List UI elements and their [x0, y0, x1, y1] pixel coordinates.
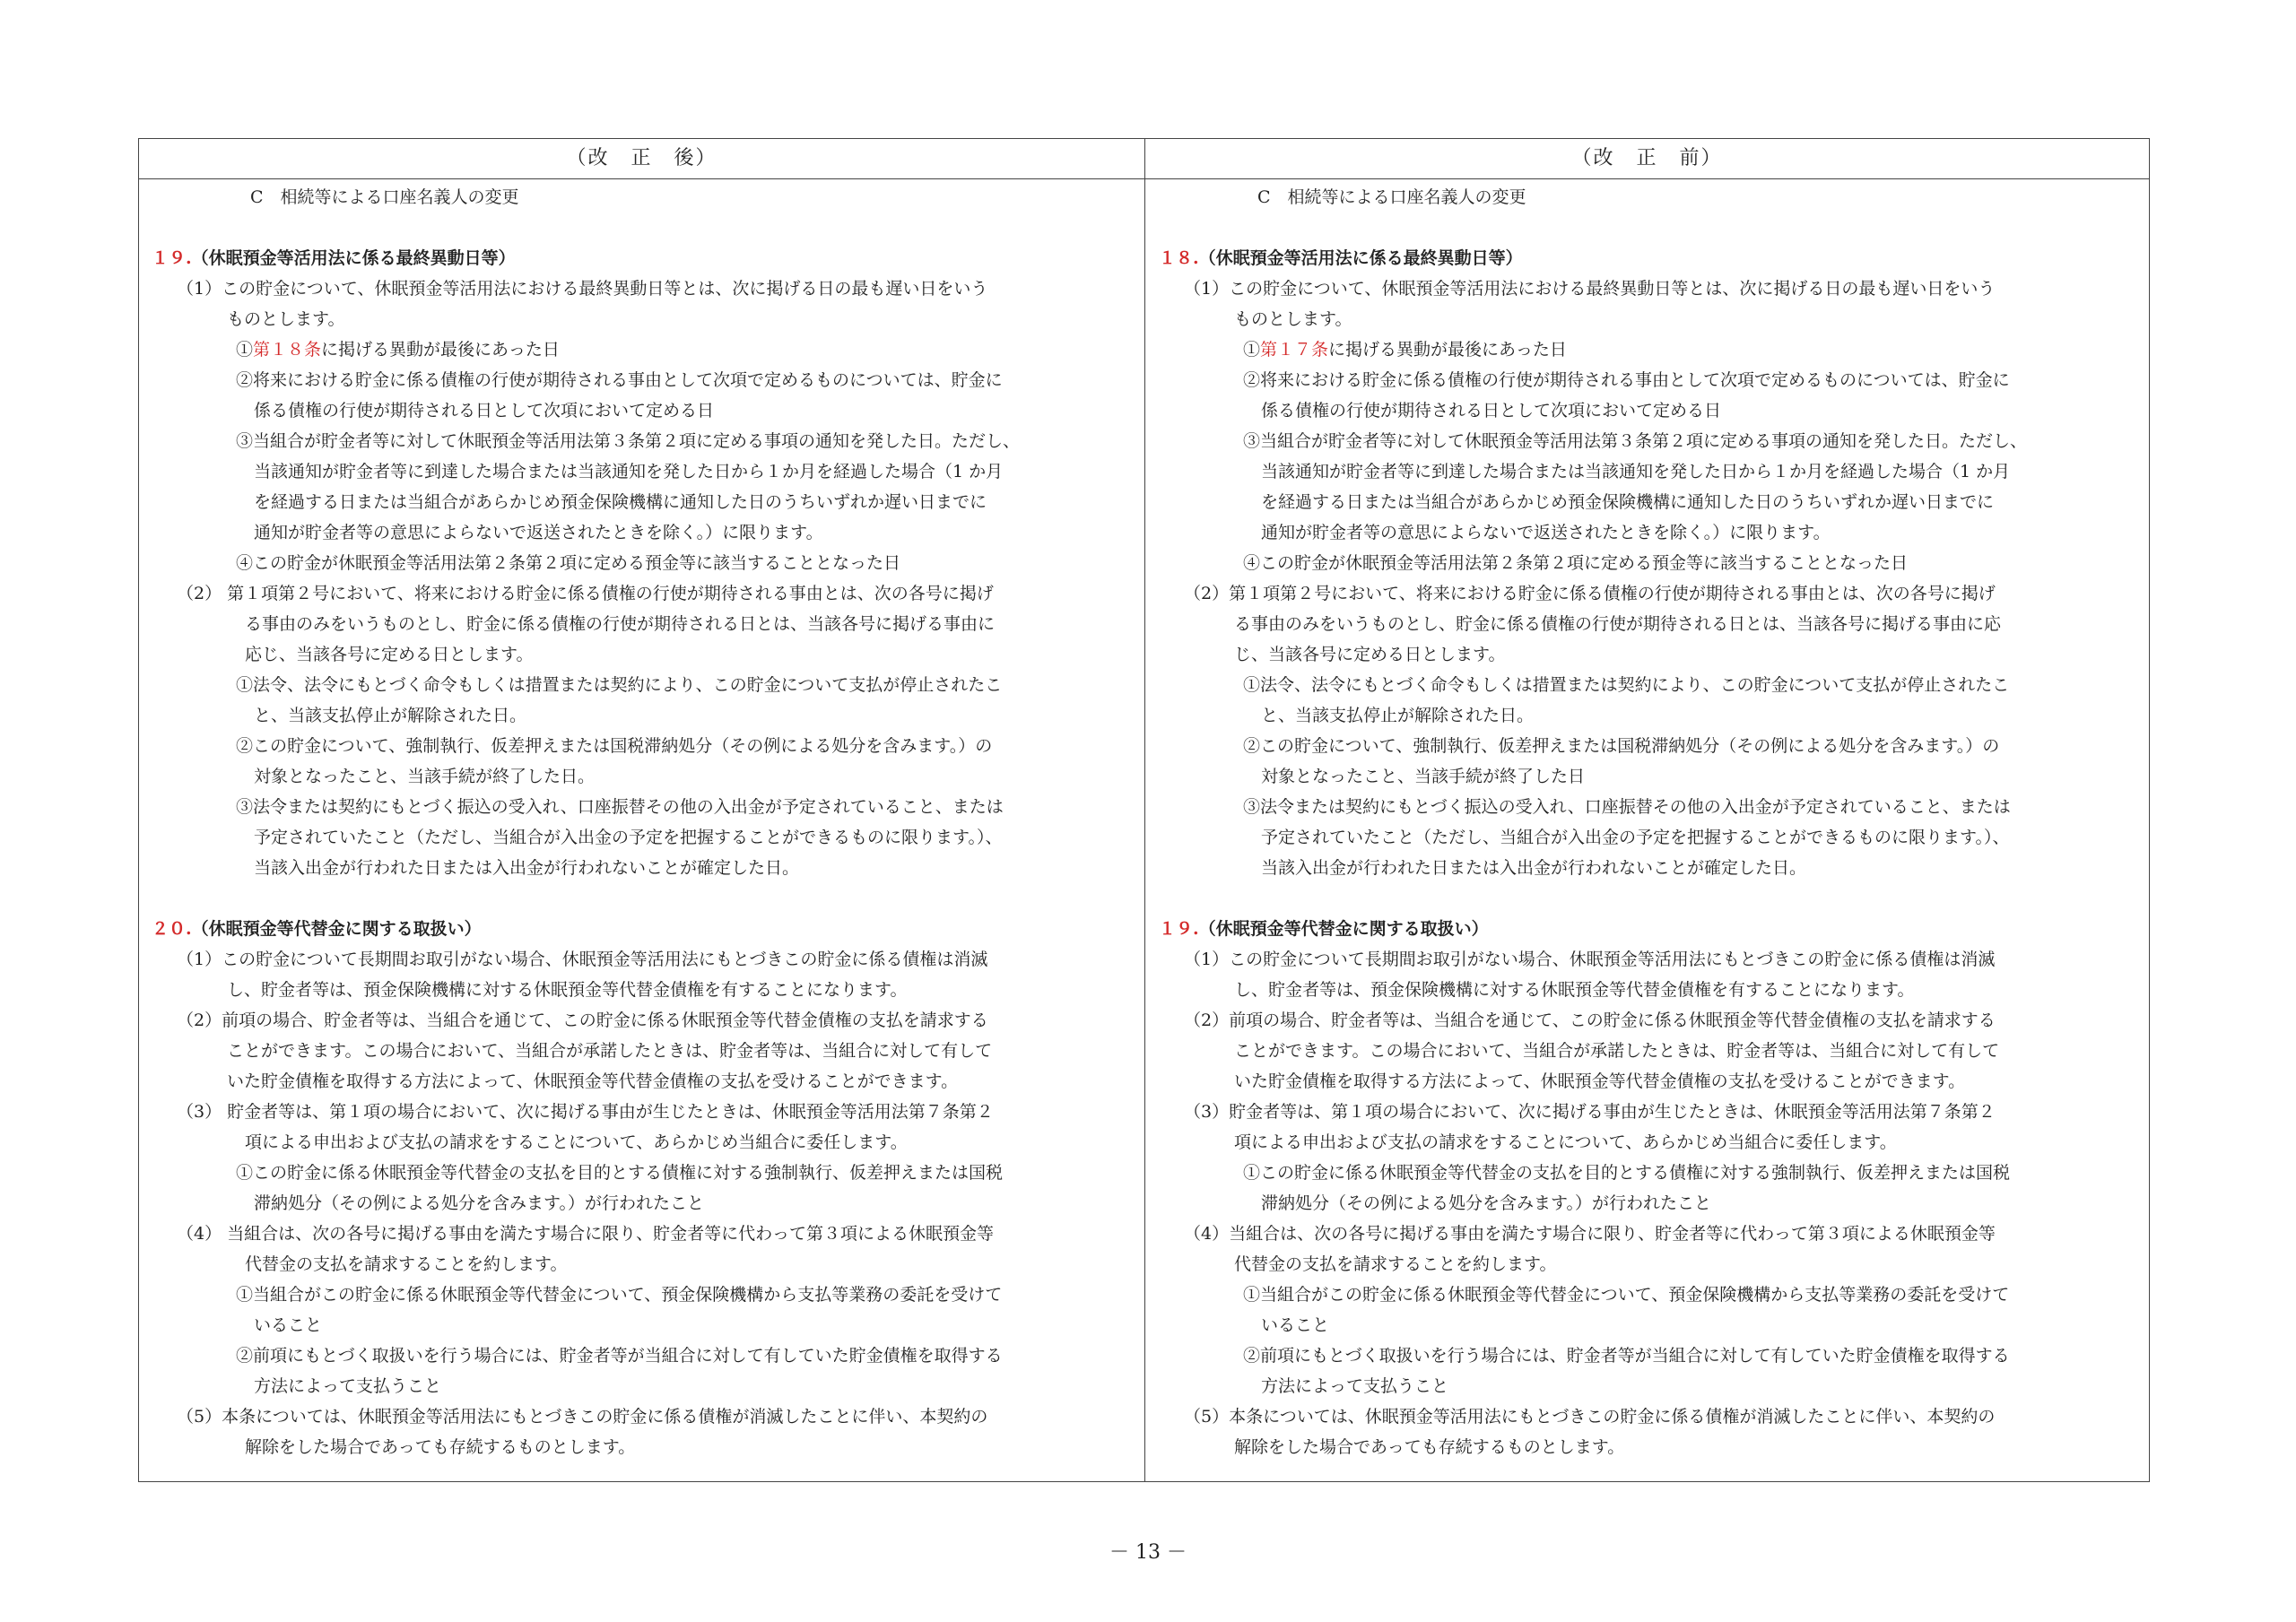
text-line — [1150, 975, 2136, 1005]
text-line — [143, 1219, 1129, 1249]
line-text: し、貯金者等は、預金保険機構に対する休眠預金等代替金債権を有することになります。 — [1234, 980, 1915, 1000]
text-line — [143, 1066, 1129, 1097]
revised-reference: １８. — [1159, 248, 1199, 268]
line-text: （4）当組合は、次の各号に掲げる事由を満たす場合に限り、貯金者等に代わって第３項による休眠預金等 — [1184, 1224, 1996, 1244]
line-text: を経過する日または当組合があらかじめ預金保険機構に通知した日のうちいずれか遅い日までに — [1261, 492, 1995, 512]
line-text: 項による申出および支払の請求をすることについて、あらかじめ当組合に委任します。 — [1234, 1132, 1897, 1152]
line-text: ③当組合が貯金者等に対して休眠預金等活用法第３条第２項に定める事項の通知を発した日。ただし、 — [1243, 431, 2028, 451]
text-line — [1150, 426, 2136, 456]
line-text: と、当該支払停止が解除された日。 — [254, 706, 527, 725]
line-text: （休眠預金等代替金に関する取扱い） — [191, 919, 482, 939]
line-text: ①当組合がこの貯金に係る休眠預金等代替金について、預金保険機構から支払等業務の委託を受けて — [236, 1285, 1003, 1305]
line-text: る事由のみをいうものとし、貯金に係る債権の行使が期待される日とは、当該各号に掲げる事由に — [245, 614, 996, 634]
revised-reference: 第１８条 — [253, 340, 322, 360]
text-line — [143, 395, 1129, 426]
text-line — [143, 365, 1129, 395]
line-text: を経過する日または当組合があらかじめ預金保険機構に通知した日のうちいずれか遅い日までに — [254, 492, 987, 512]
line-text: ③法令または契約にもとづく振込の受入れ、口座振替その他の入出金が予定されていること、または — [236, 797, 1004, 817]
line-text: （5）本条については、休眠預金等活用法にもとづきこの貯金に係る債権が消滅したことに伴い、本契約の — [1184, 1407, 1996, 1427]
line-text: いること — [1261, 1315, 1330, 1335]
line-text: （2）第１項第２号において、将来における貯金に係る債権の行使が期待される事由とは、次の各号に掲げ — [1184, 584, 1996, 603]
text-line — [143, 1310, 1129, 1340]
revised-reference: 第１７条 — [1260, 340, 1329, 360]
text-line — [1150, 1005, 2136, 1036]
text-line — [143, 1401, 1129, 1432]
line-text: と、当該支払停止が解除された日。 — [1261, 706, 1535, 725]
line-text: ③当組合が貯金者等に対して休眠預金等活用法第３条第２項に定める事項の通知を発した日。ただし、 — [236, 431, 1021, 451]
text-line — [143, 822, 1129, 853]
item-marker: ① — [1243, 340, 1261, 360]
line-text: （3） 貯金者等は、第１項の場合において、次に掲げる事由が生じたときは、休眠預金等活用法第７条第２ — [177, 1102, 994, 1122]
line-text: ④この貯金が休眠預金等活用法第２条第２項に定める預金等に該当することとなった日 — [236, 553, 901, 573]
line-text: C 相続等による口座名義人の変更 — [250, 187, 519, 207]
text-line — [1150, 395, 2136, 426]
line-text: 方法によって支払うこと — [254, 1376, 442, 1396]
text-line — [1150, 1066, 2136, 1097]
line-text: ④この貯金が休眠預金等活用法第２条第２項に定める預金等に該当することとなった日 — [1243, 553, 1909, 573]
line-text: 当該通知が貯金者等に到達した場合または当該通知を発した日から１か月を経過した場合（1 か月 — [254, 462, 1004, 481]
line-text: （1）この貯金について長期間お取引がない場合、休眠預金等活用法にもとづきこの貯金に係る債権は消滅 — [177, 950, 988, 969]
line-text: 予定されていたこと（ただし、当組合が入出金の予定を把握することができるものに限ります。）、 — [254, 828, 1003, 847]
text-line — [1150, 1310, 2136, 1340]
revised-reference: １９. — [152, 248, 192, 268]
line-text: C 相続等による口座名義人の変更 — [1257, 187, 1526, 207]
line-text: ①法令、法令にもとづく命令もしくは措置または契約により、この貯金について支払が停止されたこ — [236, 675, 1003, 695]
text-line — [1150, 1432, 2136, 1462]
revised-reference: ２０. — [152, 919, 192, 939]
line-text: （1）この貯金について、休眠預金等活用法における最終異動日等とは、次に掲げる日の最も遅い日をいう — [177, 279, 988, 299]
section-heading — [143, 914, 1129, 944]
column-before-revision — [1150, 182, 2136, 1462]
section-heading — [1150, 914, 2136, 944]
text-line — [1150, 487, 2136, 517]
blank-line — [1150, 213, 2136, 243]
line-text: ことができます。この場合において、当組合が承諾したときは、貯金者等は、当組合に対して有して — [1234, 1041, 2000, 1061]
column-divider — [1144, 139, 1145, 1481]
text-line — [1150, 334, 2136, 365]
text-line — [1150, 1219, 2136, 1249]
line-text: いた貯金債権を取得する方法によって、休眠預金等代替金債権の支払を受けることができます。 — [227, 1071, 959, 1091]
line-text: （5）本条については、休眠預金等活用法にもとづきこの貯金に係る債権が消滅したことに伴い、本契約の — [177, 1407, 988, 1427]
comparison-table — [138, 138, 2150, 1482]
text-line — [143, 456, 1129, 487]
line-text: いること — [254, 1315, 323, 1335]
line-text: （3）貯金者等は、第１項の場合において、次に掲げる事由が生じたときは、休眠預金等活用法第７条第２ — [1184, 1102, 1996, 1122]
line-text: ①当組合がこの貯金に係る休眠預金等代替金について、預金保険機構から支払等業務の委託を受けて — [1243, 1285, 2010, 1305]
text-line — [143, 548, 1129, 578]
text-line — [143, 487, 1129, 517]
text-line — [1150, 853, 2136, 883]
text-line — [143, 975, 1129, 1005]
line-text: ②前項にもとづく取扱いを行う場合には、貯金者等が当組合に対して有していた貯金債権を取得する — [1243, 1346, 2010, 1366]
item-marker: ① — [236, 340, 254, 360]
text-line — [143, 609, 1129, 639]
text-line — [143, 944, 1129, 975]
line-text: ことができます。この場合において、当組合が承諾したときは、貯金者等は、当組合に対して有して — [227, 1041, 993, 1061]
blank-line — [1150, 883, 2136, 914]
text-line — [143, 1188, 1129, 1219]
line-text: し、貯金者等は、預金保険機構に対する休眠預金等代替金債権を有することになります。 — [227, 980, 908, 1000]
line-text: （休眠預金等活用法に係る最終異動日等） — [191, 248, 516, 268]
line-text: 代替金の支払を請求することを約します。 — [1234, 1254, 1557, 1274]
text-line — [1150, 304, 2136, 334]
column-after-revision — [143, 182, 1129, 1462]
line-text: 対象となったこと、当該手続が終了した日。 — [254, 767, 596, 786]
line-text: 解除をした場合であっても存続するものとします。 — [1234, 1437, 1625, 1457]
text-line — [1150, 456, 2136, 487]
line-text: 当該入出金が行われた日または入出金が行われないことが確定した日。 — [254, 858, 800, 878]
text-line — [1150, 182, 2136, 213]
text-line — [143, 853, 1129, 883]
text-line — [1150, 548, 2136, 578]
text-line — [1150, 1340, 2136, 1371]
line-text: ②この貯金について、強制執行、仮差押えまたは国税滞納処分（その例による処分を含みます。）の — [236, 736, 993, 756]
line-text: ものとします。 — [1234, 309, 1352, 329]
line-text: （1）この貯金について長期間お取引がない場合、休眠預金等活用法にもとづきこの貯金に係る債権は消滅 — [1184, 950, 1996, 969]
line-text: に掲げる異動が最後にあった日 — [321, 340, 560, 360]
line-text: （2）前項の場合、貯金者等は、当組合を通じて、この貯金に係る休眠預金等代替金債権の支払を請求する — [1184, 1010, 1996, 1030]
text-line — [1150, 761, 2136, 792]
line-text: （休眠預金等活用法に係る最終異動日等） — [1198, 248, 1523, 268]
text-line — [1150, 639, 2136, 670]
line-text: （2）前項の場合、貯金者等は、当組合を通じて、この貯金に係る休眠預金等代替金債権の支払を請求する — [177, 1010, 988, 1030]
page-number: － 13 － — [1109, 1541, 1187, 1564]
text-line — [143, 731, 1129, 761]
line-text: ①法令、法令にもとづく命令もしくは措置または契約により、この貯金について支払が停止されたこ — [1243, 675, 2010, 695]
text-line — [143, 273, 1129, 304]
line-text: る事由のみをいうものとし、貯金に係る債権の行使が期待される日とは、当該各号に掲げる事由に応 — [1234, 614, 2002, 634]
text-line — [143, 1340, 1129, 1371]
text-line — [1150, 1127, 2136, 1158]
section-heading — [1150, 243, 2136, 273]
line-text: ①この貯金に係る休眠預金等代替金の支払を目的とする債権に対する強制執行、仮差押えまたは国税 — [236, 1163, 1004, 1183]
text-line — [1150, 1097, 2136, 1127]
header-before-revision: （改 正 前） — [1571, 147, 1723, 169]
text-line — [1150, 273, 2136, 304]
text-line — [1150, 1371, 2136, 1401]
line-text: （2） 第１項第２号において、将来における貯金に係る債権の行使が期待される事由とは、次の各号に掲げ — [177, 584, 994, 603]
line-text: 方法によって支払うこと — [1261, 1376, 1449, 1396]
line-text: 通知が貯金者等の意思によらないで返送されたときを除く。）に限ります。 — [254, 523, 823, 542]
revised-reference: １９. — [1159, 919, 1199, 939]
text-line — [1150, 1158, 2136, 1188]
text-line — [143, 1249, 1129, 1279]
text-line — [1150, 1279, 2136, 1310]
text-line — [1150, 609, 2136, 639]
text-line — [1150, 700, 2136, 731]
line-text: 対象となったこと、当該手続が終了した日 — [1261, 767, 1586, 786]
text-line — [143, 1371, 1129, 1401]
line-text: 係る債権の行使が期待される日として次項において定める日 — [1261, 401, 1722, 421]
text-line — [143, 1158, 1129, 1188]
line-text: 項による申出および支払の請求をすることについて、あらかじめ当組合に委任します。 — [245, 1132, 908, 1152]
text-line — [1150, 365, 2136, 395]
text-line — [143, 670, 1129, 700]
text-line — [143, 426, 1129, 456]
text-line — [143, 761, 1129, 792]
line-text: じ、当該各号に定める日とします。 — [1234, 645, 1506, 664]
text-line — [1150, 822, 2136, 853]
line-text: ②将来における貯金に係る債権の行使が期待される事由として次項で定めるものについては、貯金に — [236, 370, 1003, 390]
text-line — [1150, 517, 2136, 548]
line-text: ②将来における貯金に係る債権の行使が期待される事由として次項で定めるものについては、貯金に — [1243, 370, 2010, 390]
header-after-revision: （改 正 後） — [566, 147, 718, 169]
line-text: ものとします。 — [227, 309, 345, 329]
line-text: 通知が貯金者等の意思によらないで返送されたときを除く。）に限ります。 — [1261, 523, 1831, 542]
line-text: 代替金の支払を請求することを約します。 — [245, 1254, 568, 1274]
line-text: ②この貯金について、強制執行、仮差押えまたは国税滞納処分（その例による処分を含みます。）の — [1243, 736, 2000, 756]
line-text: （4） 当組合は、次の各号に掲げる事由を満たす場合に限り、貯金者等に代わって第３項による休眠預金等 — [177, 1224, 994, 1244]
line-text: 応じ、当該各号に定める日とします。 — [245, 645, 534, 664]
line-text: （休眠預金等代替金に関する取扱い） — [1198, 919, 1489, 939]
line-text: （1）この貯金について、休眠預金等活用法における最終異動日等とは、次に掲げる日の最も遅い日をいう — [1184, 279, 1996, 299]
text-line — [1150, 670, 2136, 700]
text-line — [1150, 578, 2136, 609]
text-line — [143, 578, 1129, 609]
text-line — [1150, 1036, 2136, 1066]
text-line — [1150, 944, 2136, 975]
line-text: 滞納処分（その例による処分を含みます。）が行われたこと — [254, 1193, 704, 1213]
line-text: いた貯金債権を取得する方法によって、休眠預金等代替金債権の支払を受けることができます。 — [1234, 1071, 1966, 1091]
text-line — [143, 334, 1129, 365]
text-line — [1150, 731, 2136, 761]
line-text: ③法令または契約にもとづく振込の受入れ、口座振替その他の入出金が予定されていること、または — [1243, 797, 2011, 817]
blank-line — [143, 213, 1129, 243]
section-heading — [143, 243, 1129, 273]
line-text: ②前項にもとづく取扱いを行う場合には、貯金者等が当組合に対して有していた貯金債権を取得する — [236, 1346, 1003, 1366]
line-text: に掲げる異動が最後にあった日 — [1328, 340, 1567, 360]
text-line — [143, 182, 1129, 213]
text-line — [143, 304, 1129, 334]
line-text: 滞納処分（その例による処分を含みます。）が行われたこと — [1261, 1193, 1711, 1213]
text-line — [143, 639, 1129, 670]
text-line — [143, 1005, 1129, 1036]
text-line — [143, 517, 1129, 548]
text-line — [143, 1432, 1129, 1462]
line-text: ①この貯金に係る休眠預金等代替金の支払を目的とする債権に対する強制執行、仮差押えまたは国税 — [1243, 1163, 2011, 1183]
text-line — [143, 792, 1129, 822]
text-line — [1150, 1249, 2136, 1279]
text-line — [1150, 1401, 2136, 1432]
line-text: 当該通知が貯金者等に到達した場合または当該通知を発した日から１か月を経過した場合（1 か月 — [1261, 462, 2011, 481]
line-text: 予定されていたこと（ただし、当組合が入出金の予定を把握することができるものに限ります。）、 — [1261, 828, 2010, 847]
text-line — [143, 1279, 1129, 1310]
text-line — [143, 1127, 1129, 1158]
text-line — [143, 1097, 1129, 1127]
line-text: 解除をした場合であっても存続するものとします。 — [245, 1437, 636, 1457]
blank-line — [143, 883, 1129, 914]
text-line — [1150, 1188, 2136, 1219]
text-line — [143, 700, 1129, 731]
text-line — [1150, 792, 2136, 822]
line-text: 当該入出金が行われた日または入出金が行われないことが確定した日。 — [1261, 858, 1807, 878]
line-text: 係る債権の行使が期待される日として次項において定める日 — [254, 401, 715, 421]
text-line — [143, 1036, 1129, 1066]
